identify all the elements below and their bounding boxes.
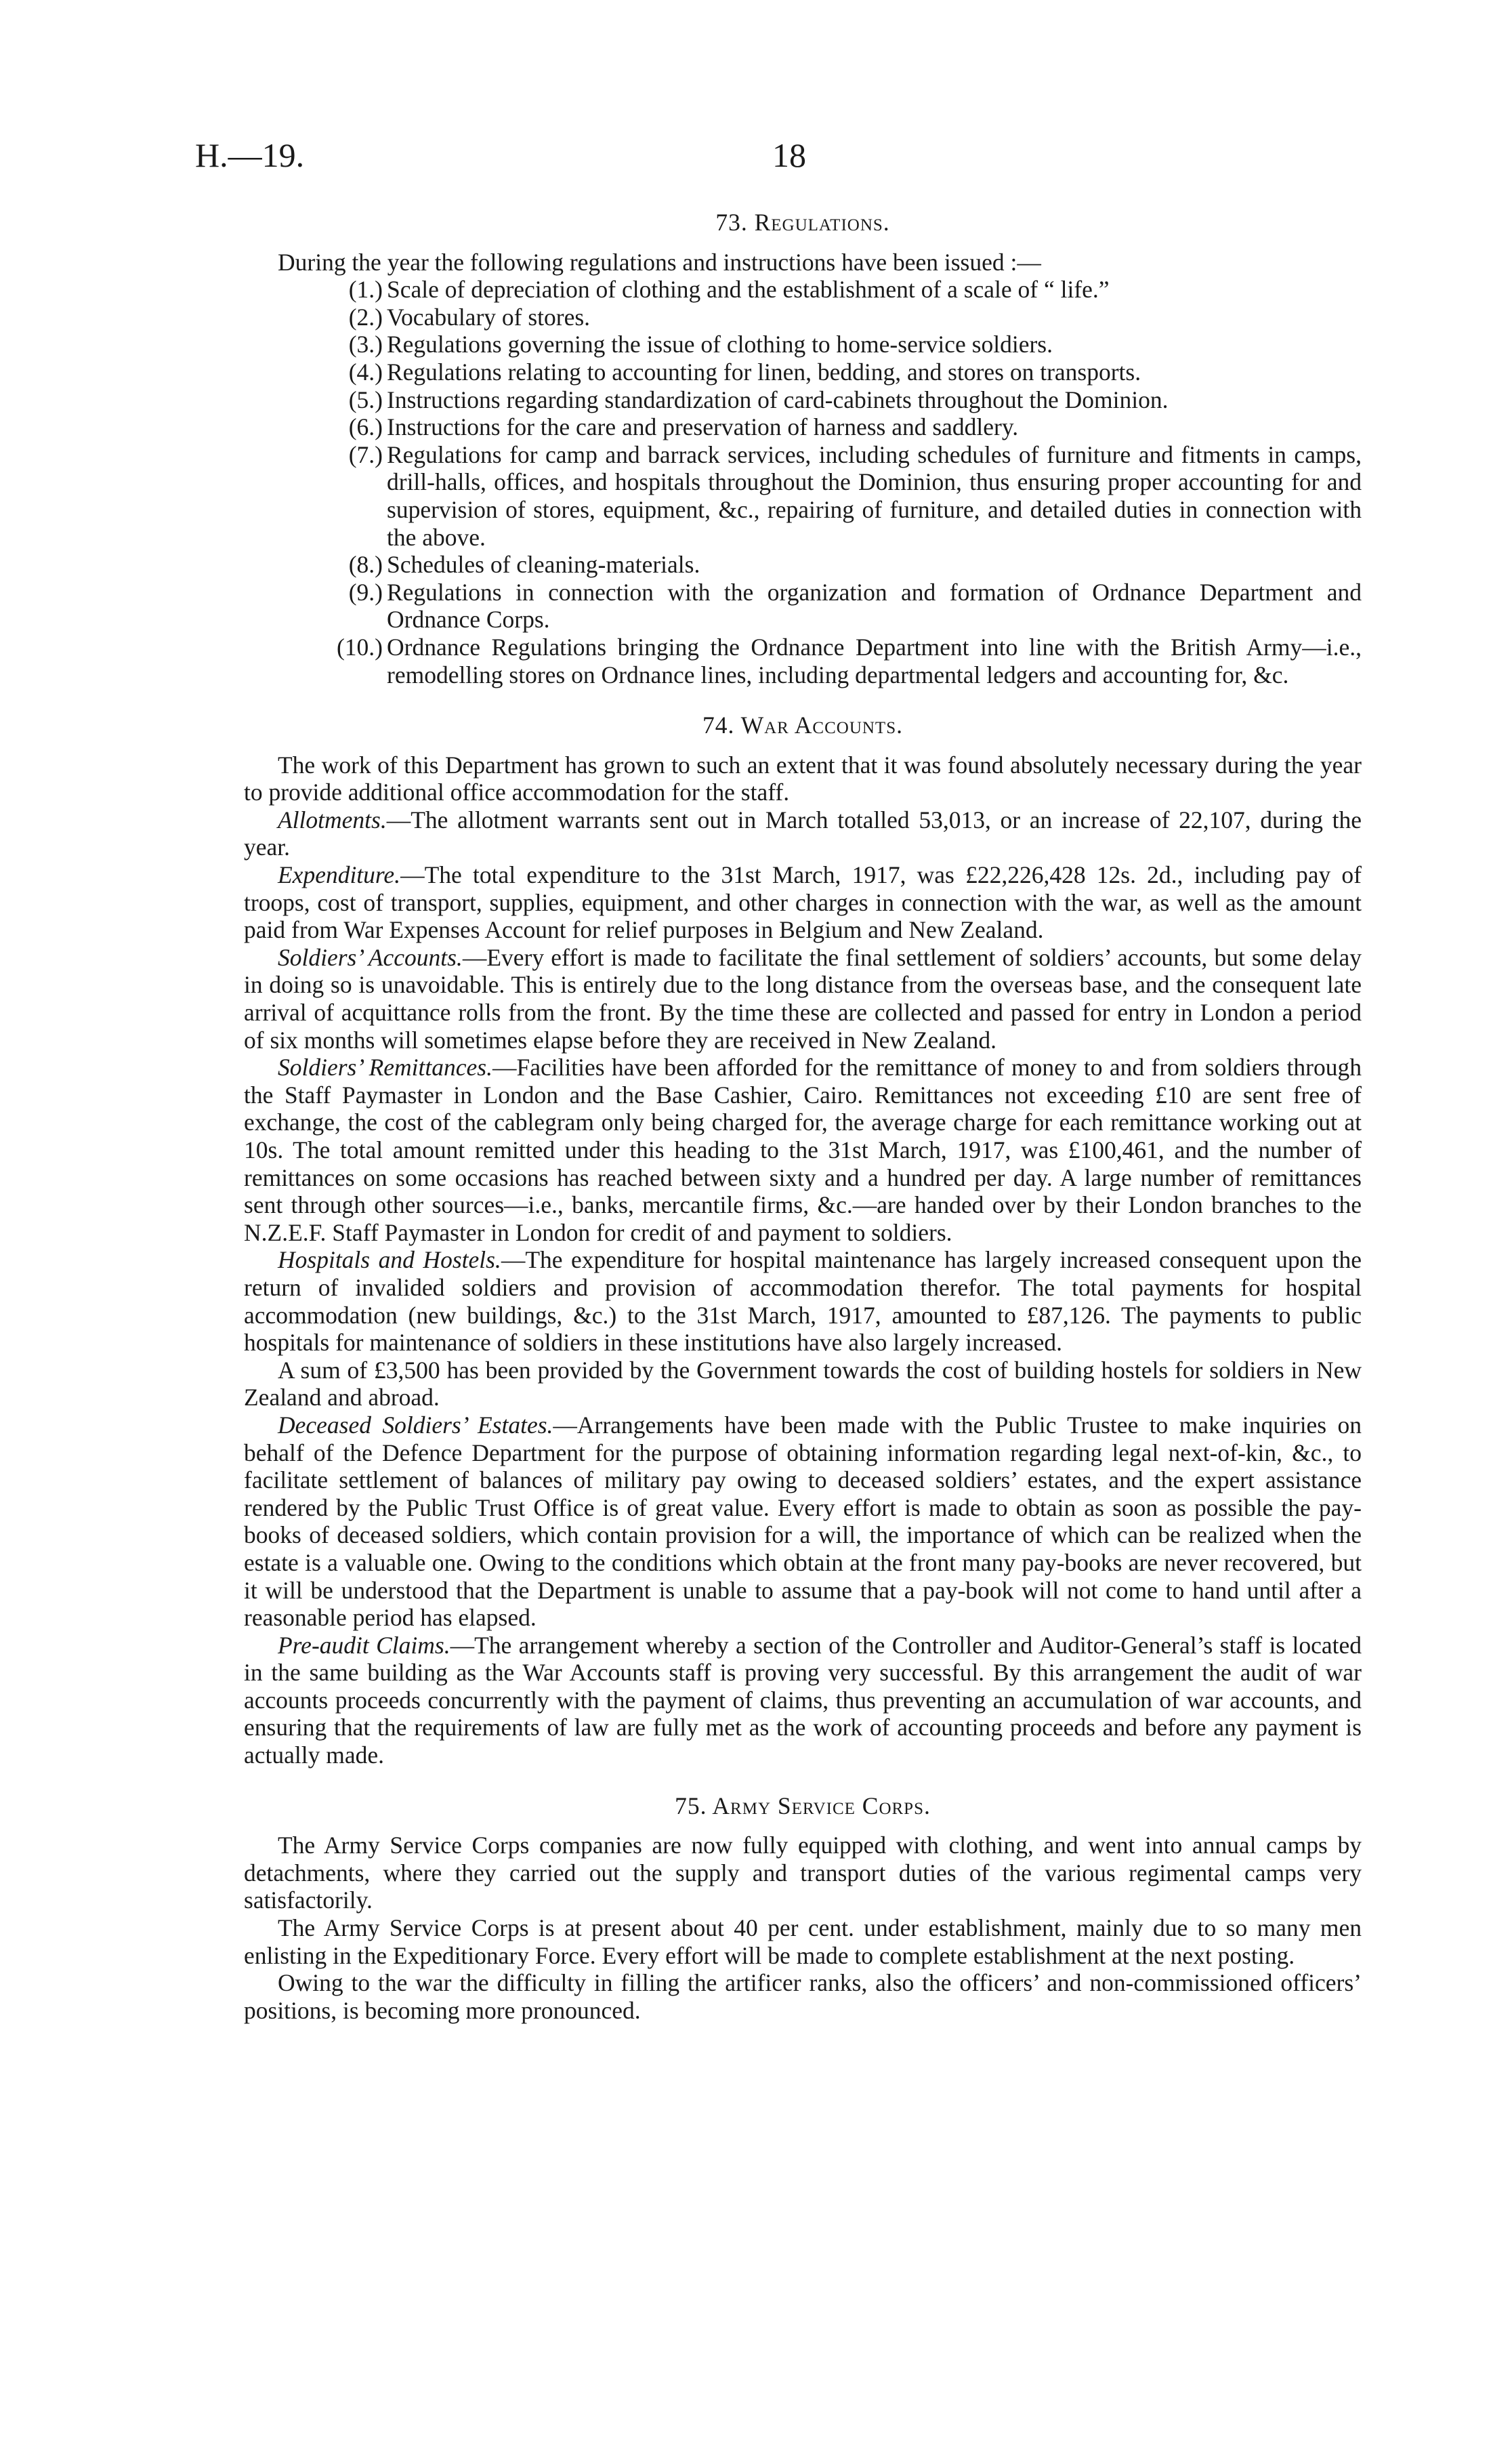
- section-heading-regulations: 73. Regulations.: [715, 209, 890, 236]
- paragraph-text: —The arrangement whereby a section of the Controller and Auditor-General’s staff is located in the same building as the War Accounts staff is proving very successful. By this arrangement the audit of war accounts proceeds concurrently with the payment of claims, thus preventing an accumulation of war accounts, and ensuring that the requirements of law are fully met as the work of accounting proceeds and before any payment is actually made.: [244, 1631, 1362, 1769]
- paragraph-text: A sum of £3,500 has been provided by the Government towards the cost of building hostels for soldiers in New Zealand and abroad.: [244, 1356, 1362, 1411]
- list-item-number: (5.): [348, 386, 383, 413]
- paragraph: [244, 806, 1362, 861]
- list-item: [244, 358, 1362, 386]
- paragraph-text: —Every effort is made to facilitate the final settlement of soldiers’ accounts, but some delay in doing so is unavoidable. This is entirely due to the long distance from the overseas base, and the consequent late arrival of acquittance rolls from the front. By the time these are collected and passed for entry in London a period of six months will sometimes elapse before they are received in New Zealand.: [244, 943, 1362, 1054]
- list-item-text: Vocabulary of stores.: [387, 303, 591, 331]
- paragraph: [244, 861, 1362, 944]
- section-heading-war-accounts: 74. War Accounts.: [702, 711, 903, 739]
- list-item-number: (7.): [348, 440, 383, 468]
- section-heading-army-service-corps: 75. Army Service Corps.: [675, 1792, 931, 1819]
- list-item: [244, 413, 1362, 441]
- list-item-number: (9.): [348, 578, 383, 606]
- list-item-number: (3.): [348, 331, 383, 358]
- paragraph-text: The work of this Department has grown to such an extent that it was found absolutely necessary during the year to provide additional office accommodation for the staff.: [244, 751, 1362, 806]
- list-item: [244, 441, 1362, 551]
- list-item-number: (6.): [348, 413, 383, 441]
- paragraph-text: —The allotment warrants sent out in March totalled 53,013, or an increase of 22,107, during the year.: [244, 806, 1362, 861]
- paragraph-text: The Army Service Corps is at present about 40 per cent. under establishment, mainly due to so many men enlisting in the Expeditionary Force. Every effort will be made to complete establishment at the next posting.: [244, 1914, 1362, 1969]
- paragraph: [244, 1914, 1362, 1969]
- list-item-text: Regulations for camp and barrack services, including schedules of furniture and fitments in camps, drill-halls, offices, and hospitals throughout the Dominion, thus ensuring proper accounting for and supervision of stores, equipment, &c., repairing of furniture, and detailed duties in connection with the above.: [387, 440, 1362, 551]
- list-item-text: Regulations relating to accounting for linen, bedding, and stores on transports.: [387, 358, 1141, 386]
- list-item: [244, 551, 1362, 579]
- page-body: [244, 209, 1362, 2024]
- document-reference: H.—19.: [195, 136, 305, 174]
- paragraph: [244, 1357, 1362, 1411]
- list-item: [244, 634, 1362, 688]
- list-item: [244, 304, 1362, 331]
- paragraph-lead: Soldiers’ Accounts.: [278, 943, 463, 971]
- list-item-text: Regulations in connection with the organization and formation of Ordnance Department and Ordnance Corps.: [387, 578, 1362, 634]
- list-item-text: Regulations governing the issue of clothing to home-service soldiers.: [387, 331, 1053, 358]
- paragraph-text: —The total expenditure to the 31st March, 1917, was £22,226,428 12s. 2d., including pay of troops, cost of transport, supplies, equipment, and other charges in connection with the war, as well as the amount paid from War Expenses Account for relief purposes in Belgium and New Zealand.: [244, 861, 1362, 944]
- list-item: [244, 386, 1362, 414]
- list-item-text: Instructions regarding standardization of card-cabinets throughout the Dominion.: [387, 386, 1169, 413]
- list-item-number: (8.): [348, 551, 383, 579]
- list-item-text: Ordnance Regulations bringing the Ordnance Department into line with the British Army—i.e., remodelling stores on Ordnance lines, including departmental ledgers and accounting for, &c.: [387, 633, 1362, 688]
- section-intro: During the year the following regulations and instructions have been issued :—: [278, 248, 1041, 276]
- paragraph-text: —The expenditure for hospital maintenance has largely increased consequent upon the return of invalided soldiers and provision of accommodation therefor. The total payments for hospital accommodation (new buildings, &c.) to the 31st March, 1917, amounted to £87,126. The payments to public hospitals for maintenance of soldiers in these institutions have also largely increased.: [244, 1246, 1362, 1357]
- list-item: [244, 579, 1362, 634]
- paragraph: [244, 1246, 1362, 1356]
- list-item-number: (2.): [348, 303, 383, 331]
- paragraph-text: —Arrangements have been made with the Public Trustee to make inquiries on behalf of the Defence Department for the purpose of obtaining information regarding legal next-of-kin, &c., to facilitate settlement of balances of military pay owing to deceased soldiers’ estates, and the expert assistance rendered by the Public Trust Office is of great value. Every effort is made to obtain as soon as possible the pay-books of deceased soldiers, which contain provision for a will, the importance of which can be realized when the estate is a valuable one. Owing to the conditions which obtain at the front many pay-books are never recovered, but it will be understood that the Department is unable to assume that a pay-book will not come to hand until after a reasonable period has elapsed.: [244, 1411, 1362, 1632]
- paragraph-lead: Allotments.: [278, 806, 387, 833]
- list-item-number: (1.): [348, 276, 383, 304]
- list-item-number: (4.): [348, 358, 383, 386]
- list-item-text: Schedules of cleaning-materials.: [387, 551, 700, 579]
- paragraph: [244, 1969, 1362, 2024]
- page-header: [0, 136, 1512, 190]
- paragraph-text: The Army Service Corps companies are now fully equipped with clothing, and went into annual camps by detachments, where they carried out the supply and transport duties of the various regimental camps very satisfactorily.: [244, 1832, 1362, 1914]
- list-item-text: Instructions for the care and preservation of harness and saddlery.: [387, 413, 1019, 441]
- page-number: 18: [772, 136, 806, 174]
- paragraph: [244, 1411, 1362, 1632]
- paragraph-lead: Pre-audit Claims.: [278, 1631, 450, 1659]
- paragraph: [244, 1632, 1362, 1769]
- list-item: [244, 276, 1362, 304]
- paragraph-lead: Hospitals and Hostels.: [278, 1246, 501, 1274]
- list-item-text: Scale of depreciation of clothing and the establishment of a scale of “ life.”: [387, 276, 1110, 304]
- list-item-number: (10.): [336, 633, 383, 661]
- paragraph-text: Owing to the war the difficulty in filling the artificer ranks, also the officers’ and non-commissioned officers’ positions, is becoming more pronounced.: [244, 1969, 1362, 2024]
- paragraph-lead: Deceased Soldiers’ Estates.: [278, 1411, 553, 1439]
- paragraph-lead: Soldiers’ Remittances.: [278, 1054, 492, 1081]
- paragraph: [244, 1832, 1362, 1914]
- paragraph: [244, 1054, 1362, 1246]
- paragraph-lead: Expenditure.: [278, 861, 401, 889]
- list-item: [244, 331, 1362, 358]
- paragraph: [244, 751, 1362, 806]
- paragraph-text: —Facilities have been afforded for the remittance of money to and from soldiers through the Staff Paymaster in London and the Base Cashier, Cairo. Remittances not exceeding £10 are sent free of exchange, the cost of the cablegram only being charged for, the average charge for each remittance working out at 10s. The total amount remitted under this heading to the 31st March, 1917, was £100,461, and the number of remittances on some occasions has reached between sixty and a hundred per day. A large number of remittances sent through other sources—i.e., banks, mercantile firms, &c.—are handed over by their London branches to the N.Z.E.F. Staff Paymaster in London for credit of and payment to soldiers.: [244, 1054, 1362, 1246]
- paragraph: [244, 944, 1362, 1054]
